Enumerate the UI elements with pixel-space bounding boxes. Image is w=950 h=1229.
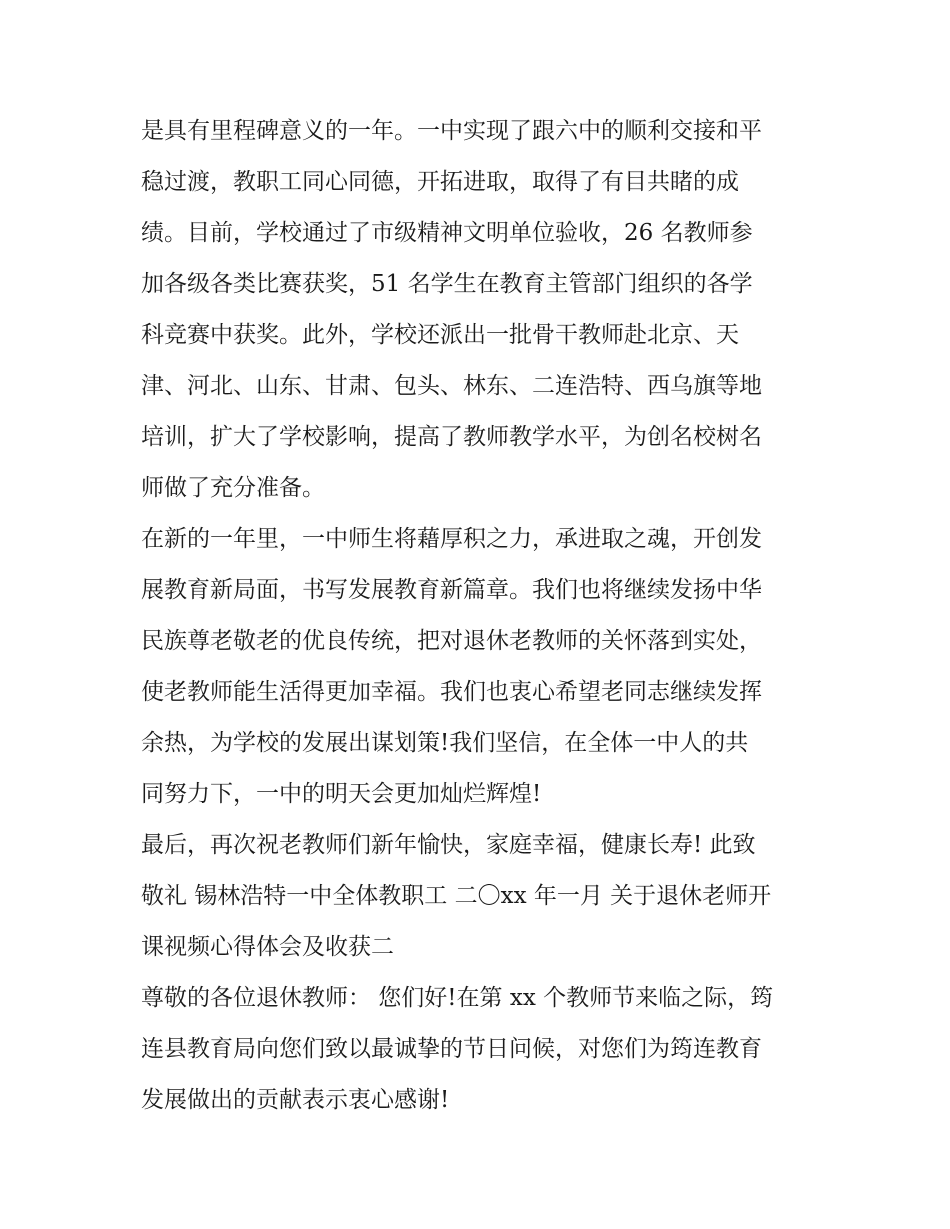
text-line: 稳过渡，教职工同心同德，开拓进取，取得了有目共睹的成 xyxy=(141,169,739,195)
text-line: 民族尊老敬老的优良传统，把对退休老教师的关怀落到实处， xyxy=(141,628,762,654)
text-line: 培训，扩大了学校影响，提高了教师教学水平，为创名校树名 xyxy=(141,424,762,450)
text-line: 展教育新局面，书写发展教育新篇章。我们也将继续发扬中华 xyxy=(141,577,762,603)
paragraph-greeting xyxy=(141,973,813,1126)
text-line: 科竞赛中获奖。此外，学校还派出一批骨干教师赴北京、天 xyxy=(141,322,739,348)
text-line: 同努力下，一中的明天会更加灿烂辉煌! xyxy=(141,781,542,807)
text-line: 发展做出的贡献表示衷心感谢! xyxy=(141,1087,450,1113)
text-line: 是具有里程碑意义的一年。一中实现了跟六中的顺利交接和平 xyxy=(141,118,762,144)
document-body xyxy=(141,106,813,1126)
text-line: 连县教育局向您们致以最诚挚的节日问候，对您们为筠连教育 xyxy=(141,1036,762,1062)
text-line: 绩。目前，学校通过了市级精神文明单位验收，26 名教师参 xyxy=(141,220,753,246)
text-line: 使老教师能生活得更加幸福。我们也衷心希望老同志继续发挥 xyxy=(141,679,762,705)
paragraph-closing xyxy=(141,820,813,973)
text-line: 尊敬的各位退休教师： 您们好!在第 xx 个教师节来临之际，筠 xyxy=(141,985,774,1011)
paragraph-new-year xyxy=(141,514,813,820)
text-line: 津、河北、山东、甘肃、包头、林东、二连浩特、西乌旗等地 xyxy=(141,373,762,399)
text-line: 加各级各类比赛获奖，51 名学生在教育主管部门组织的各学 xyxy=(141,271,753,297)
text-line: 师做了充分准备。 xyxy=(141,475,325,501)
text-line: 在新的一年里，一中师生将藉厚积之力，承进取之魂，开创发 xyxy=(141,526,762,552)
paragraph-achievements xyxy=(141,106,813,514)
text-line: 余热，为学校的发展出谋划策!我们坚信，在全体一中人的共 xyxy=(141,730,749,756)
text-line: 课视频心得体会及收获二 xyxy=(141,934,394,960)
text-line: 敬礼 锡林浩特一中全体教职工 二〇xx 年一月 关于退休老师开 xyxy=(141,883,772,909)
text-line: 最后，再次祝老教师们新年愉快，家庭幸福，健康长寿! 此致 xyxy=(141,832,756,858)
